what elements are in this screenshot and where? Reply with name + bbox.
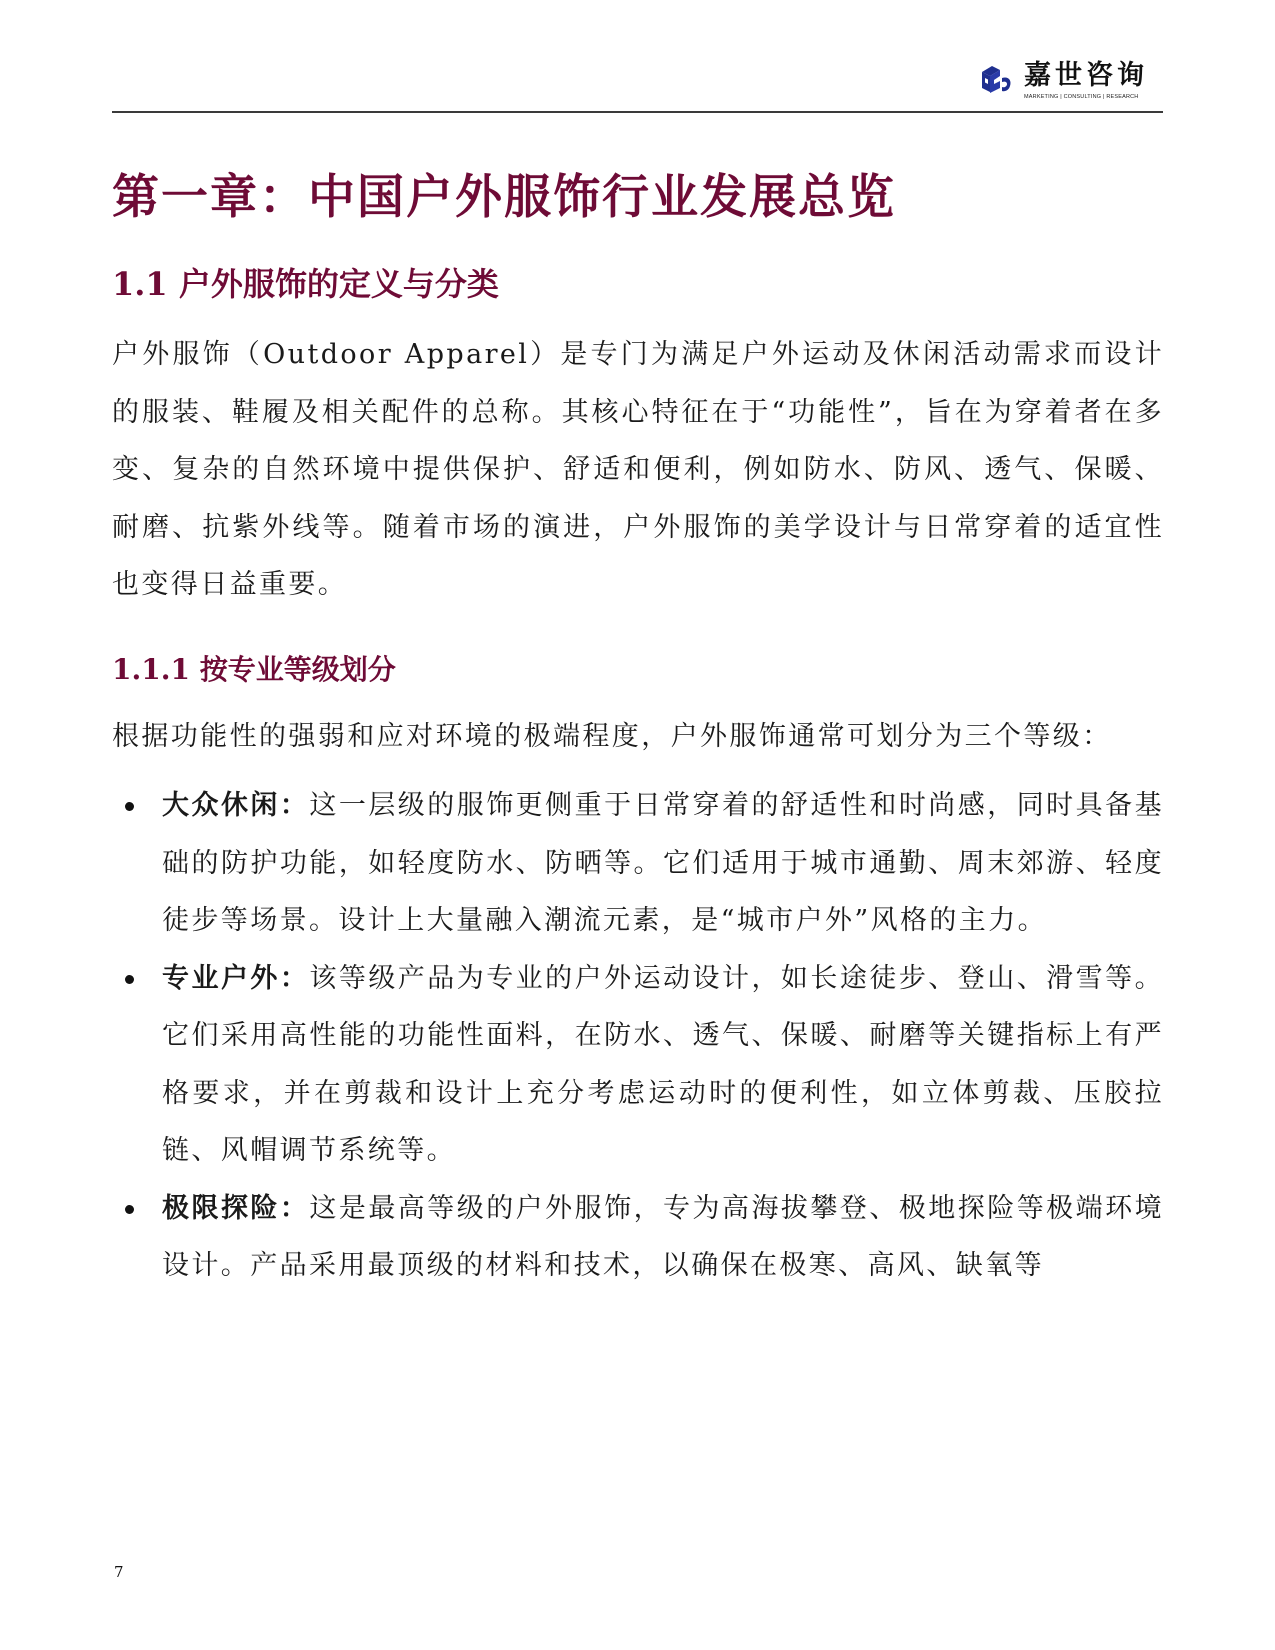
section-heading-1-1: 1.1 户外服饰的定义与分类 xyxy=(112,265,499,303)
list-item-term: 专业户外： xyxy=(162,962,310,994)
bullet-icon xyxy=(125,975,134,984)
list-item-extreme-expedition xyxy=(112,1180,1164,1295)
company-logo-icon xyxy=(978,62,1014,98)
bullet-icon xyxy=(125,802,134,811)
list-item-text: 该等级产品为专业的户外运动设计，如长途徒步、登山、滑雪等。它们采用高性能的功能性面料，在防水、透气、保暖、耐磨等关键指标上有严格要求，并在剪裁和设计上充分考虑运动时的便利性，如立体剪裁、压胶拉链、风帽调节系统等。 xyxy=(162,962,1165,1166)
section-heading-1-1-1: 1.1.1 按专业等级划分 xyxy=(112,652,396,686)
section-1-1-1-intro: 根据功能性的强弱和应对环境的极端程度，户外服饰通常可划分为三个等级： xyxy=(112,720,1112,752)
list-item-term: 大众休闲： xyxy=(162,790,310,821)
list-item-mass-casual xyxy=(112,777,1164,950)
chapter-title: 第一章：中国户外服饰行业发展总览 xyxy=(112,170,896,225)
section-1-1-paragraph: 户外服饰（Outdoor Apparel）是专门为满足户外运动及休闲活动需求而设计的服装、鞋履及相关配件的总称。其核心特征在于“功能性”，旨在为穿着者在多变、复杂的自然环境中提供保护、舒适和便利，例如防水、防风、透气、保暖、耐磨、抗紫外线等。随着市场的演进，户外服饰的美学设计与日常穿着的适宜性也变得日益重要。 xyxy=(112,339,1164,600)
logo-chinese-text: 嘉世咨询 xyxy=(1024,59,1148,91)
header-divider xyxy=(112,111,1163,113)
logo-tagline: MARKETING | CONSULTING | RESEARCH xyxy=(1024,93,1139,100)
bullet-icon xyxy=(125,1205,134,1214)
list-item-text: 这一层级的服饰更侧重于日常穿着的舒适性和时尚感，同时具备基础的防护功能，如轻度防水、防晒等。它们适用于城市通勤、周末郊游、轻度徒步等场景。设计上大量融入潮流元素，是“城市户外”风格的主力。 xyxy=(162,790,1165,936)
page-content xyxy=(112,150,1164,1295)
grade-list xyxy=(112,777,1164,1295)
list-item-term: 极限探险： xyxy=(162,1192,310,1224)
page-number: 7 xyxy=(114,1563,124,1581)
header-logo xyxy=(978,58,1162,102)
list-item-professional-outdoor xyxy=(112,950,1164,1180)
list-item-text: 这是最高等级的户外服饰，专为高海拔攀登、极地探险等极端环境设计。产品采用最顶级的材料和技术，以确保在极寒、高风、缺氧等 xyxy=(162,1192,1165,1281)
